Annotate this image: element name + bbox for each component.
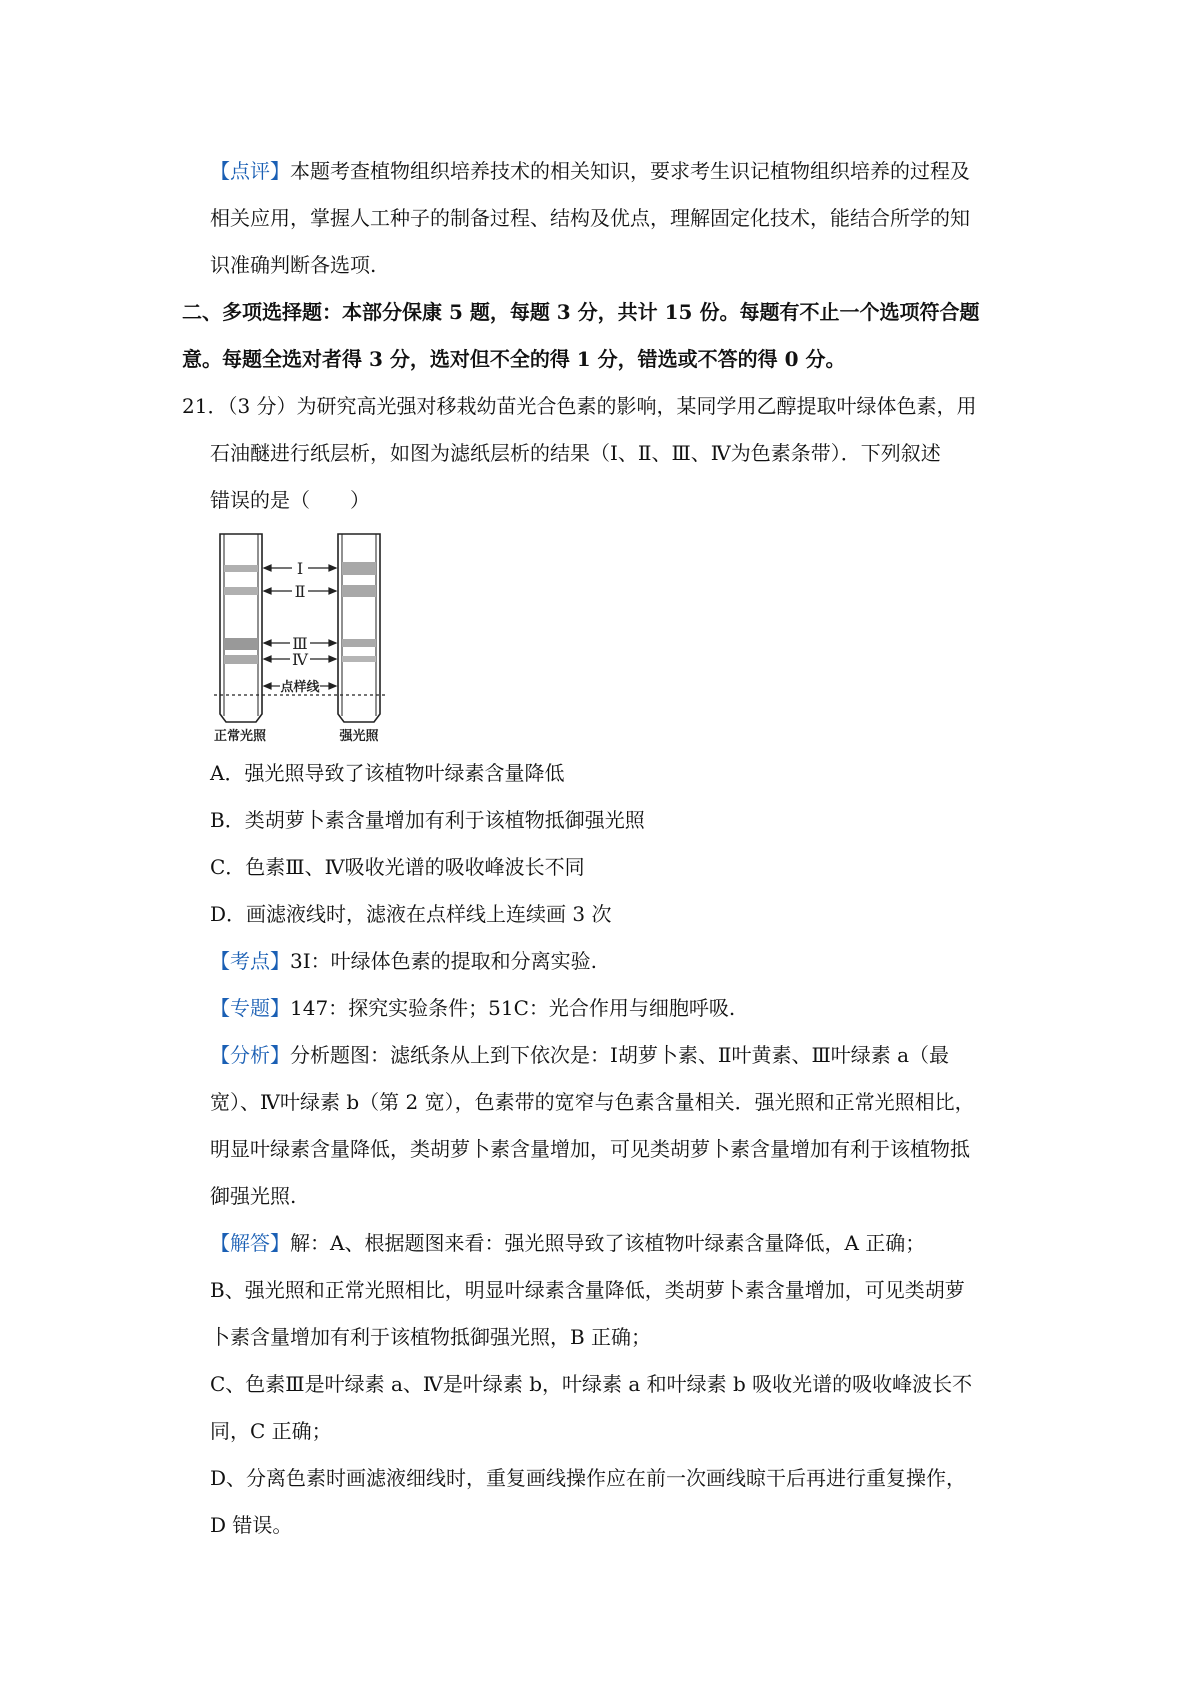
jieda-text-1: 解：A、根据题图来看：强光照导致了该植物叶绿素含量降低，A 正确； <box>290 1231 926 1255</box>
kaodian-tag: 【考点】 <box>210 949 290 973</box>
kaodian-text: 3I：叶绿体色素的提取和分离实验. <box>290 949 597 973</box>
section-heading-line-2: 意。每题全选对者得 3 分，选对但不全的得 1 分，错选或不答的得 0 分。 <box>182 347 846 371</box>
strip-normal-light <box>220 534 262 722</box>
review-line-3: 识准确判断各选项. <box>210 253 377 277</box>
review-text-1: 本题考查植物组织培养技术的相关知识，要求考生识记植物组织培养的过程及 <box>290 159 970 183</box>
zhuanti-line <box>210 993 735 1023</box>
fenxi-tag: 【分析】 <box>210 1043 290 1067</box>
jieda-line-3: 卜素含量增加有利于该植物抵御强光照，B 正确； <box>210 1325 652 1349</box>
band-strong-3 <box>342 639 376 647</box>
caption-strong-light: 强光照 <box>339 729 379 744</box>
jieda-line-2: B、强光照和正常光照相比，明显叶绿素含量降低，类胡萝卜素含量增加，可见类胡萝 <box>210 1278 965 1302</box>
review-tag: 【点评】 <box>210 159 290 183</box>
review-line-1 <box>210 156 970 186</box>
band-normal-3 <box>224 638 258 650</box>
question-line-3: 错误的是（ ） <box>210 488 370 512</box>
band-normal-2 <box>224 587 258 595</box>
band-label-1: Ⅰ <box>296 559 304 578</box>
option-d: D．画滤液线时，滤液在点样线上连续画 3 次 <box>210 902 612 926</box>
fenxi-text-1: 分析题图：滤纸条从上到下依次是：Ⅰ胡萝卜素、Ⅱ叶黄素、Ⅲ叶绿素 a（最 <box>290 1043 950 1067</box>
question-line-2: 石油醚进行纸层析，如图为滤纸层析的结果（Ⅰ、Ⅱ、Ⅲ、Ⅳ为色素条带）．下列叙述 <box>210 441 941 465</box>
band-strong-2 <box>342 585 376 597</box>
fenxi-line-2: 宽）、Ⅳ叶绿素 b（第 2 宽），色素带的宽窄与色素含量相关．强光照和正常光照相比， <box>210 1090 975 1114</box>
jieda-line-5: 同，C 正确； <box>210 1419 332 1443</box>
question-line-1: 21．（3 分）为研究高光强对移栽幼苗光合色素的影响，某同学用乙醇提取叶绿体色素，用 <box>182 394 977 418</box>
band-normal-4 <box>224 655 258 664</box>
jieda-line-7: D 错误。 <box>210 1513 293 1537</box>
band-strong-1 <box>342 562 376 575</box>
jieda-tag: 【解答】 <box>210 1231 290 1255</box>
origin-label: 点样线 <box>280 680 320 695</box>
jieda-line-4: C、色素Ⅲ是叶绿素 a、Ⅳ是叶绿素 b，叶绿素 a 和叶绿素 b 吸收光谱的吸收峰波长不 <box>210 1372 973 1396</box>
jieda-line-1 <box>210 1228 925 1258</box>
jieda-line-6: D、分离色素时画滤液细线时，重复画线操作应在前一次画线晾干后再进行重复操作， <box>210 1466 967 1490</box>
band-normal-1 <box>224 565 258 572</box>
option-a: A．强光照导致了该植物叶绿素含量降低 <box>210 761 565 785</box>
option-b: B．类胡萝卜素含量增加有利于该植物抵御强光照 <box>210 808 645 832</box>
strip-strong-light <box>338 534 380 722</box>
zhuanti-tag: 【专题】 <box>210 996 290 1020</box>
band-strong-4 <box>342 656 376 662</box>
section-heading-line-1: 二、多项选择题：本部分保康 5 题，每题 3 分，共计 15 份。每题有不止一个选项符合题 <box>182 300 980 324</box>
option-c: C．色素Ⅲ、Ⅳ吸收光谱的吸收峰波长不同 <box>210 855 585 879</box>
review-line-2: 相关应用，掌握人工种子的制备过程、结构及优点，理解固定化技术，能结合所学的知 <box>210 206 970 230</box>
fenxi-line-4: 御强光照. <box>210 1184 297 1208</box>
fenxi-line-1 <box>210 1040 949 1070</box>
kaodian-line <box>210 946 597 976</box>
band-label-2: Ⅱ <box>294 582 306 601</box>
band-label-4: Ⅳ <box>292 650 308 669</box>
chromatography-figure <box>210 528 410 746</box>
band-label-3: Ⅲ <box>292 634 308 653</box>
zhuanti-text: 147：探究实验条件；51C：光合作用与细胞呼吸. <box>290 996 736 1020</box>
fenxi-line-3: 明显叶绿素含量降低，类胡萝卜素含量增加，可见类胡萝卜素含量增加有利于该植物抵 <box>210 1137 970 1161</box>
caption-normal-light: 正常光照 <box>213 729 267 744</box>
